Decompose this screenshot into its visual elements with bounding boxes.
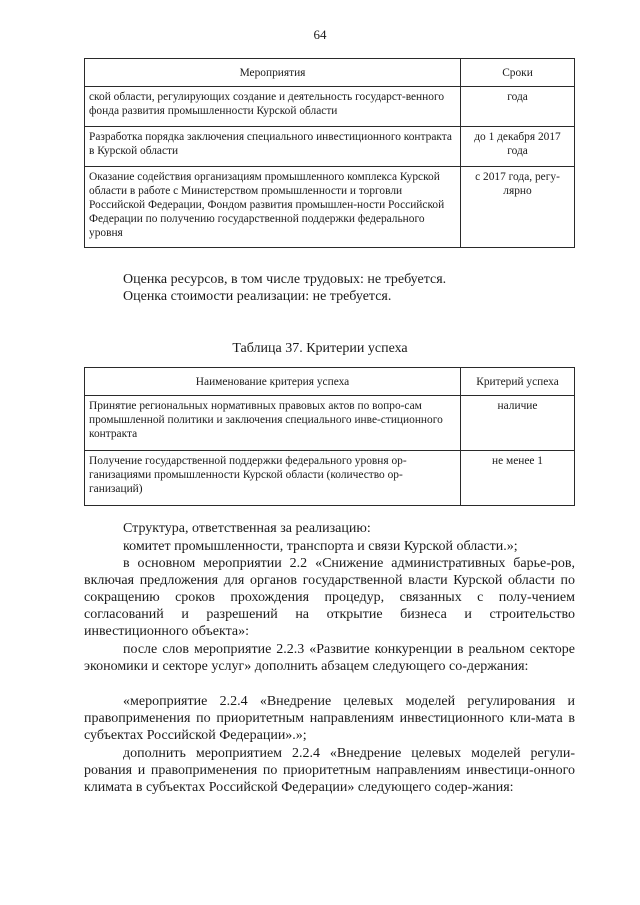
deadline-cell: до 1 декабря 2017 года xyxy=(461,127,575,167)
criterion-name-cell: Получение государственной поддержки федерального уровня ор-ганизациями промышленности Курской области (количество ор-ганизаций) xyxy=(85,451,461,506)
column-header-measures: Мероприятия xyxy=(85,59,461,87)
measures-table xyxy=(84,58,575,248)
paragraph-main-measure: в основном мероприятии 2.2 «Снижение административных барье-ров, включая предложения для органов государственной власти Курской области по сокращению сроков прохождения процедур, связанных с полу-чением согласований и разрешений на открытие бизнеса и строительство инвестиционного объекта»: xyxy=(84,556,575,639)
table-header-row xyxy=(85,368,575,396)
table-row xyxy=(85,87,575,127)
table-row xyxy=(85,396,575,451)
column-header-criterion-name: Наименование критерия успеха xyxy=(85,368,461,396)
measure-cell: Разработка порядка заключения специального инвестиционного контракта в Курской области xyxy=(85,127,461,167)
responsible-structure-label: Структура, ответственная за реализацию: xyxy=(123,521,371,536)
table-row xyxy=(85,451,575,506)
measure-cell: ской области, регулирующих создание и деятельность государст-венного фонда развития промышленности Курской области xyxy=(85,87,461,127)
paragraph-after-words: после слов мероприятие 2.2.3 «Развитие конкуренции в реальном секторе экономики и секторе услуг» дополнить абзацем следующего со-держания: xyxy=(84,642,575,674)
column-header-criterion: Критерий успеха xyxy=(461,368,575,396)
deadline-cell: с 2017 года, регу-лярно xyxy=(461,167,575,248)
success-criteria-table xyxy=(84,367,575,506)
table-row xyxy=(85,167,575,248)
paragraph-add-measure: дополнить мероприятием 2.2.4 «Внедрение целевых моделей регули-рования и правоприменения по приоритетным направлениям инвестици-онного климата в субъектах Российской Федерации» следующего содер-жания: xyxy=(84,746,575,795)
table-row xyxy=(85,127,575,167)
cost-estimate: Оценка стоимости реализации: не требуется. xyxy=(123,289,392,304)
criterion-value-cell: наличие xyxy=(461,396,575,451)
table-header-row xyxy=(85,59,575,87)
table-caption: Таблица 37. Критерии успеха xyxy=(232,341,408,356)
deadline-cell: года xyxy=(461,87,575,127)
page-number: 64 xyxy=(313,27,327,42)
criterion-name-cell: Принятие региональных нормативных правовых актов по вопро-сам промышленной политики и заключения специального инве-стиционного контракта xyxy=(85,396,461,451)
column-header-deadlines: Сроки xyxy=(461,59,575,87)
resources-estimate: Оценка ресурсов, в том числе трудовых: не требуется. xyxy=(123,272,447,287)
paragraph-measure-quote: «мероприятие 2.2.4 «Внедрение целевых моделей регулирования и правоприменения по приоритетным направлениям инвестиционного кли-мата в субъектах Российской Федерации».»; xyxy=(84,694,575,743)
criterion-value-cell: не менее 1 xyxy=(461,451,575,506)
responsible-structure-value: комитет промышленности, транспорта и связи Курской области.»; xyxy=(123,539,518,554)
measure-cell: Оказание содействия организациям промышленного комплекса Курской области в работе с Министерством промышленности и торговли Российской Федерации, Фондом развития промышлен-ности Российской Федерации по получению государственной поддержки федерального уровня xyxy=(85,167,461,248)
